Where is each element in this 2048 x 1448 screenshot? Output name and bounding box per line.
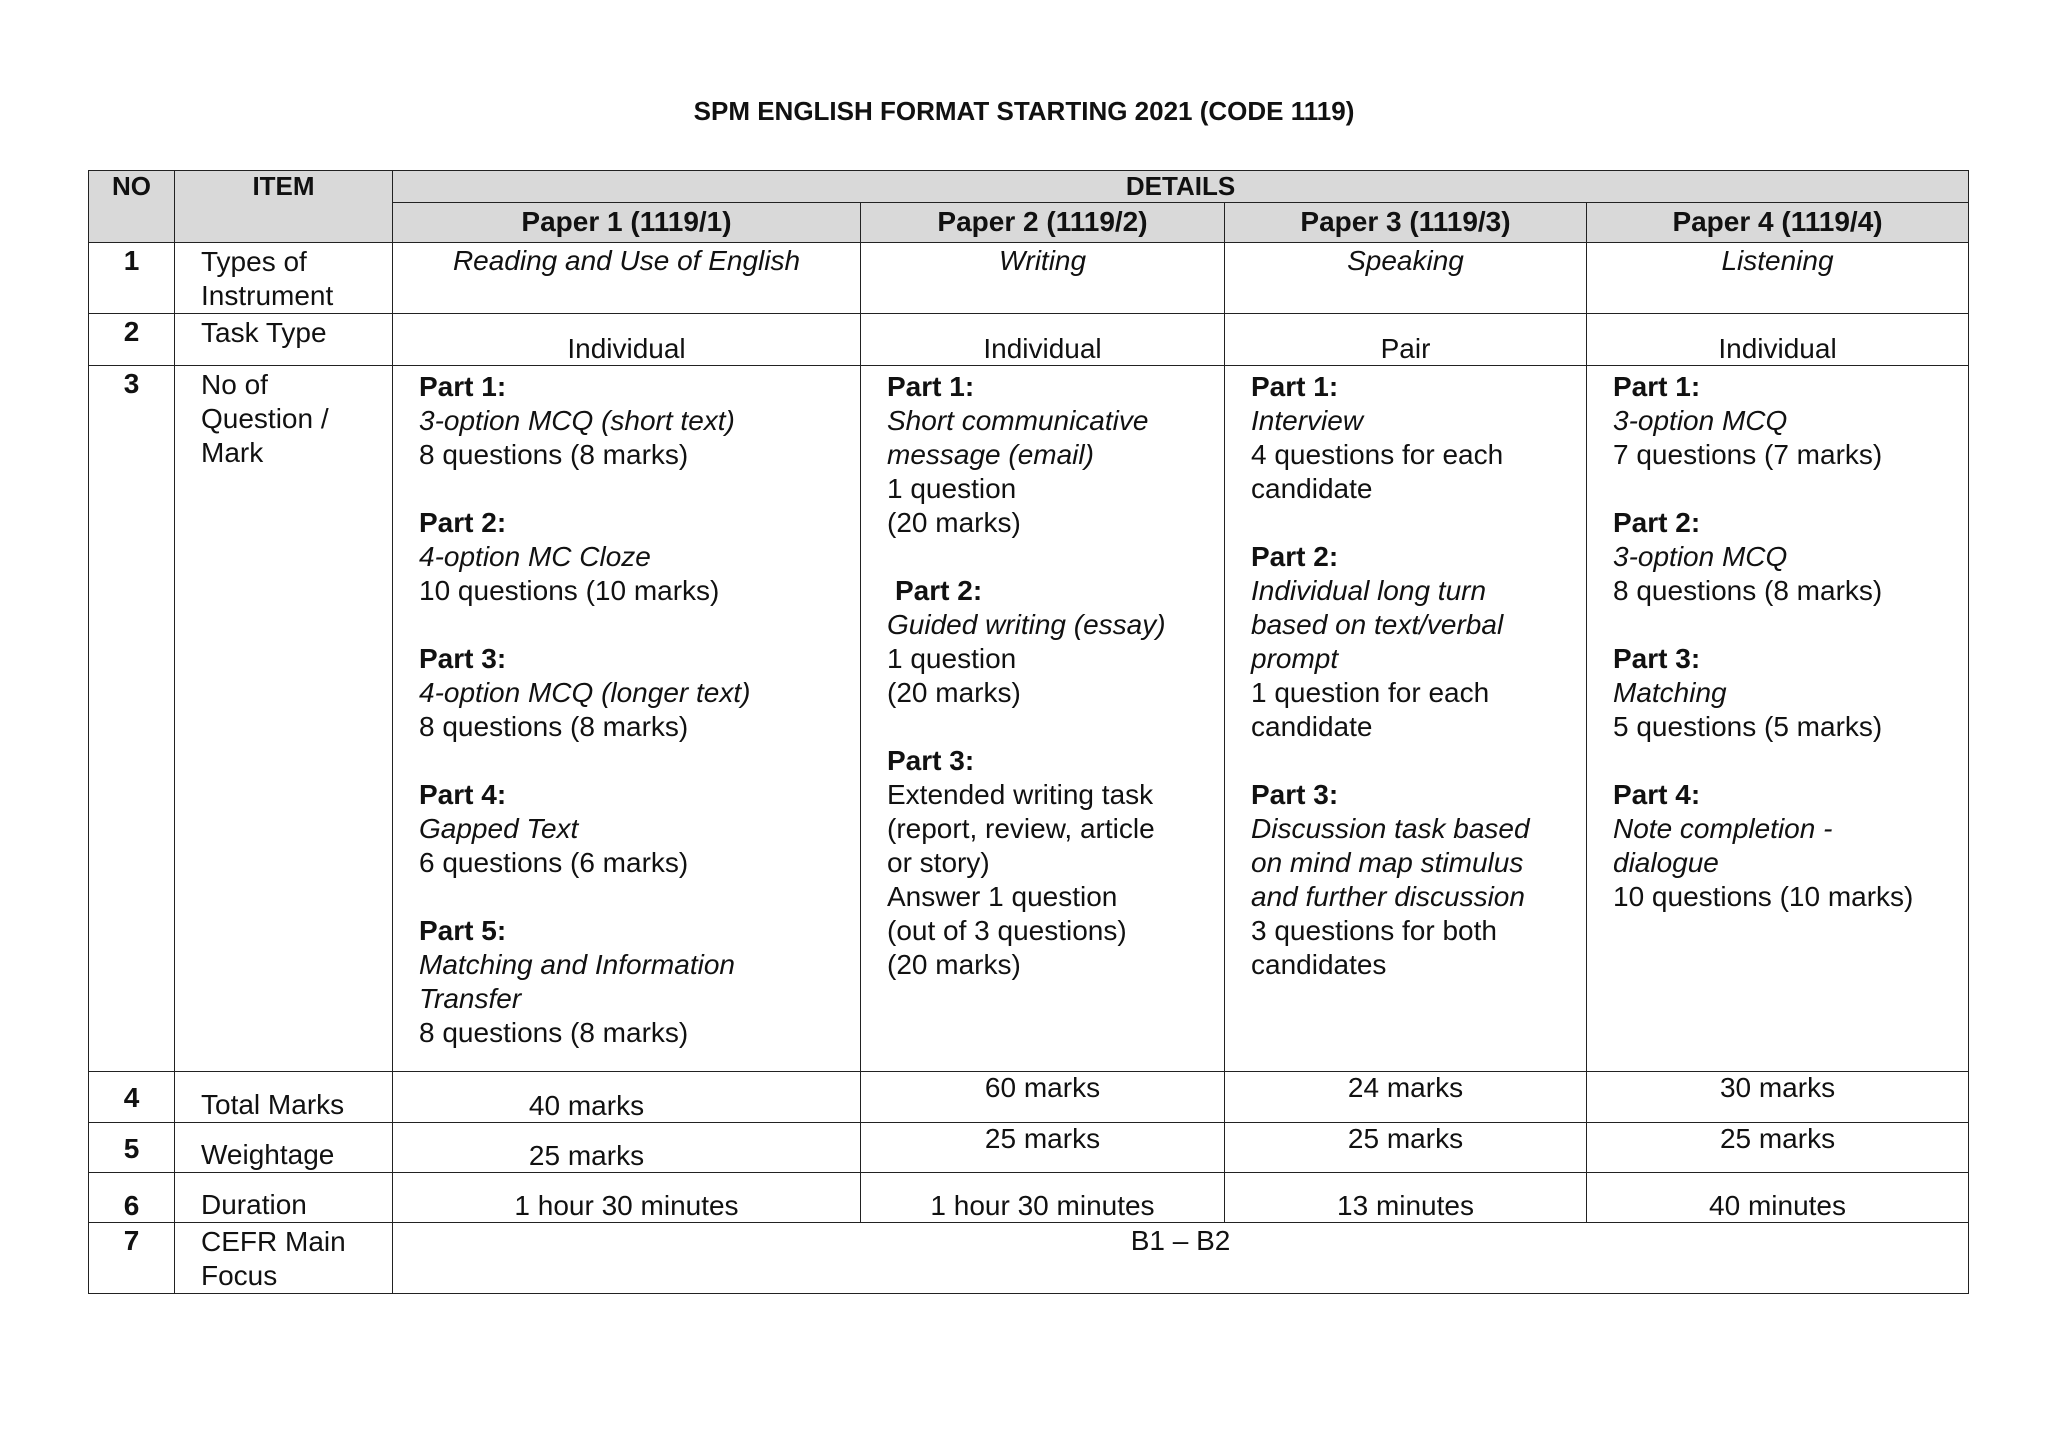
part-description: Extended writing task (report, review, article or story) xyxy=(887,779,1155,878)
total-paper-4: 30 marks xyxy=(1587,1072,1969,1123)
paper-4-header: Paper 4 (1119/4) xyxy=(1587,203,1969,243)
part-description: Guided writing (essay) xyxy=(887,609,1166,640)
part-detail: 6 questions (6 marks) xyxy=(419,847,689,878)
part-block xyxy=(887,370,1214,540)
total-paper-3: 24 marks xyxy=(1225,1072,1587,1123)
part-block xyxy=(887,744,1214,982)
no-header: NO xyxy=(89,171,175,243)
paper-3-header: Paper 3 (1119/3) xyxy=(1225,203,1587,243)
instrument-paper-3: Speaking xyxy=(1225,243,1587,314)
details-header: DETAILS xyxy=(393,171,1969,203)
task-paper-4: Individual xyxy=(1587,314,1969,366)
table-row xyxy=(89,1223,1969,1294)
part-detail: 8 questions (8 marks) xyxy=(419,1017,689,1048)
row-number: 7 xyxy=(89,1223,175,1294)
table-row xyxy=(89,366,1969,1072)
part-description: 4-option MCQ (longer text) xyxy=(419,677,751,708)
paper-2-header: Paper 2 (1119/2) xyxy=(861,203,1225,243)
weight-paper-1: 25 marks xyxy=(393,1123,861,1173)
part-detail: (20 marks) xyxy=(887,507,1021,538)
part-description: Note completion - dialogue xyxy=(1613,813,1833,878)
part-detail: 4 questions for each candidate xyxy=(1251,439,1504,504)
row-number: 2 xyxy=(89,314,175,366)
part-title: Part 3: xyxy=(419,643,507,674)
duration-paper-3: 13 minutes xyxy=(1225,1173,1587,1223)
part-title: Part 1: xyxy=(1613,371,1701,402)
part-block xyxy=(887,574,1214,710)
cefr-value: B1 – B2 xyxy=(393,1223,1969,1294)
row-item: Task Type xyxy=(175,314,393,366)
part-description: Gapped Text xyxy=(419,813,579,844)
item-header: ITEM xyxy=(175,171,393,243)
part-description: Matching and Information Transfer xyxy=(419,949,735,1014)
part-block xyxy=(1613,778,1958,914)
part-block xyxy=(419,370,850,472)
part-detail: 5 questions (5 marks) xyxy=(1613,711,1883,742)
part-detail: Answer 1 question (out of 3 questions) xyxy=(887,881,1127,946)
part-detail: 7 questions (7 marks) xyxy=(1613,439,1883,470)
task-paper-2: Individual xyxy=(861,314,1225,366)
row-item: CEFR Main Focus xyxy=(175,1223,393,1294)
part-block xyxy=(1613,506,1958,608)
part-block xyxy=(419,914,850,1050)
part-title: Part 4: xyxy=(419,779,507,810)
part-title: Part 1: xyxy=(1251,371,1339,402)
part-title: Part 2: xyxy=(1251,541,1339,572)
task-paper-3: Pair xyxy=(1225,314,1587,366)
part-detail: 1 question xyxy=(887,643,1017,674)
part-detail: 1 question xyxy=(887,473,1017,504)
part-title: Part 1: xyxy=(419,371,507,402)
part-block xyxy=(1613,370,1958,472)
questions-paper-2 xyxy=(861,366,1225,1072)
part-detail: (20 marks) xyxy=(887,677,1021,708)
part-description: Matching xyxy=(1613,677,1727,708)
part-description: Discussion task based on mind map stimulus and further discussion xyxy=(1251,813,1530,912)
part-description: 4-option MC Cloze xyxy=(419,541,651,572)
part-detail: 8 questions (8 marks) xyxy=(1613,575,1883,606)
part-description: Short communicative message (email) xyxy=(887,405,1149,470)
part-title: Part 3: xyxy=(1251,779,1339,810)
table-row xyxy=(89,243,1969,314)
questions-paper-4 xyxy=(1587,366,1969,1072)
row-item: Duration xyxy=(175,1173,393,1223)
duration-paper-4: 40 minutes xyxy=(1587,1173,1969,1223)
part-detail: 1 question for each candidate xyxy=(1251,677,1490,742)
duration-paper-2: 1 hour 30 minutes xyxy=(861,1173,1225,1223)
row-number: 6 xyxy=(89,1173,175,1223)
part-title: Part 2: xyxy=(895,575,983,606)
total-paper-2: 60 marks xyxy=(861,1072,1225,1123)
table-row xyxy=(89,1072,1969,1123)
row-number: 4 xyxy=(89,1072,175,1123)
part-block xyxy=(1251,370,1576,506)
part-detail: (20 marks) xyxy=(887,949,1021,980)
row-number: 1 xyxy=(89,243,175,314)
instrument-paper-1: Reading and Use of English xyxy=(393,243,861,314)
format-table xyxy=(88,170,1969,1294)
part-block xyxy=(419,642,850,744)
part-block xyxy=(1613,642,1958,744)
part-title: Part 1: xyxy=(887,371,975,402)
paper-1-header: Paper 1 (1119/1) xyxy=(393,203,861,243)
part-title: Part 3: xyxy=(887,745,975,776)
part-detail: 3 questions for both candidates xyxy=(1251,915,1497,980)
part-block xyxy=(419,506,850,608)
part-title: Part 4: xyxy=(1613,779,1701,810)
total-paper-1: 40 marks xyxy=(393,1072,861,1123)
weight-paper-3: 25 marks xyxy=(1225,1123,1587,1173)
table-row xyxy=(89,1173,1969,1223)
part-title: Part 5: xyxy=(419,915,507,946)
part-detail: 10 questions (10 marks) xyxy=(419,575,720,606)
row-item: No of Question / Mark xyxy=(175,366,393,1072)
row-item: Types of Instrument xyxy=(175,243,393,314)
header-row xyxy=(89,171,1969,203)
part-detail: 10 questions (10 marks) xyxy=(1613,881,1914,912)
part-description: Individual long turn based on text/verbal prompt xyxy=(1251,575,1504,674)
table-row xyxy=(89,314,1969,366)
questions-paper-1 xyxy=(393,366,861,1072)
part-description: 3-option MCQ (short text) xyxy=(419,405,735,436)
part-block xyxy=(1251,540,1576,744)
page-title: SPM ENGLISH FORMAT STARTING 2021 (CODE 1119) xyxy=(693,96,1355,126)
duration-paper-1: 1 hour 30 minutes xyxy=(393,1173,861,1223)
weight-paper-4: 25 marks xyxy=(1587,1123,1969,1173)
instrument-paper-4: Listening xyxy=(1587,243,1969,314)
part-block xyxy=(1251,778,1576,982)
row-number: 3 xyxy=(89,366,175,1072)
questions-paper-3 xyxy=(1225,366,1587,1072)
part-detail: 8 questions (8 marks) xyxy=(419,711,689,742)
part-description: Interview xyxy=(1251,405,1364,436)
part-title: Part 3: xyxy=(1613,643,1701,674)
row-item: Total Marks xyxy=(175,1072,393,1123)
part-description: 3-option MCQ xyxy=(1613,541,1788,572)
part-title: Part 2: xyxy=(419,507,507,538)
row-number: 5 xyxy=(89,1123,175,1173)
instrument-paper-2: Writing xyxy=(861,243,1225,314)
part-title: Part 2: xyxy=(1613,507,1701,538)
table-row xyxy=(89,1123,1969,1173)
part-detail: 8 questions (8 marks) xyxy=(419,439,689,470)
part-description: 3-option MCQ xyxy=(1613,405,1788,436)
part-block xyxy=(419,778,850,880)
row-item: Weightage xyxy=(175,1123,393,1173)
task-paper-1: Individual xyxy=(393,314,861,366)
weight-paper-2: 25 marks xyxy=(861,1123,1225,1173)
